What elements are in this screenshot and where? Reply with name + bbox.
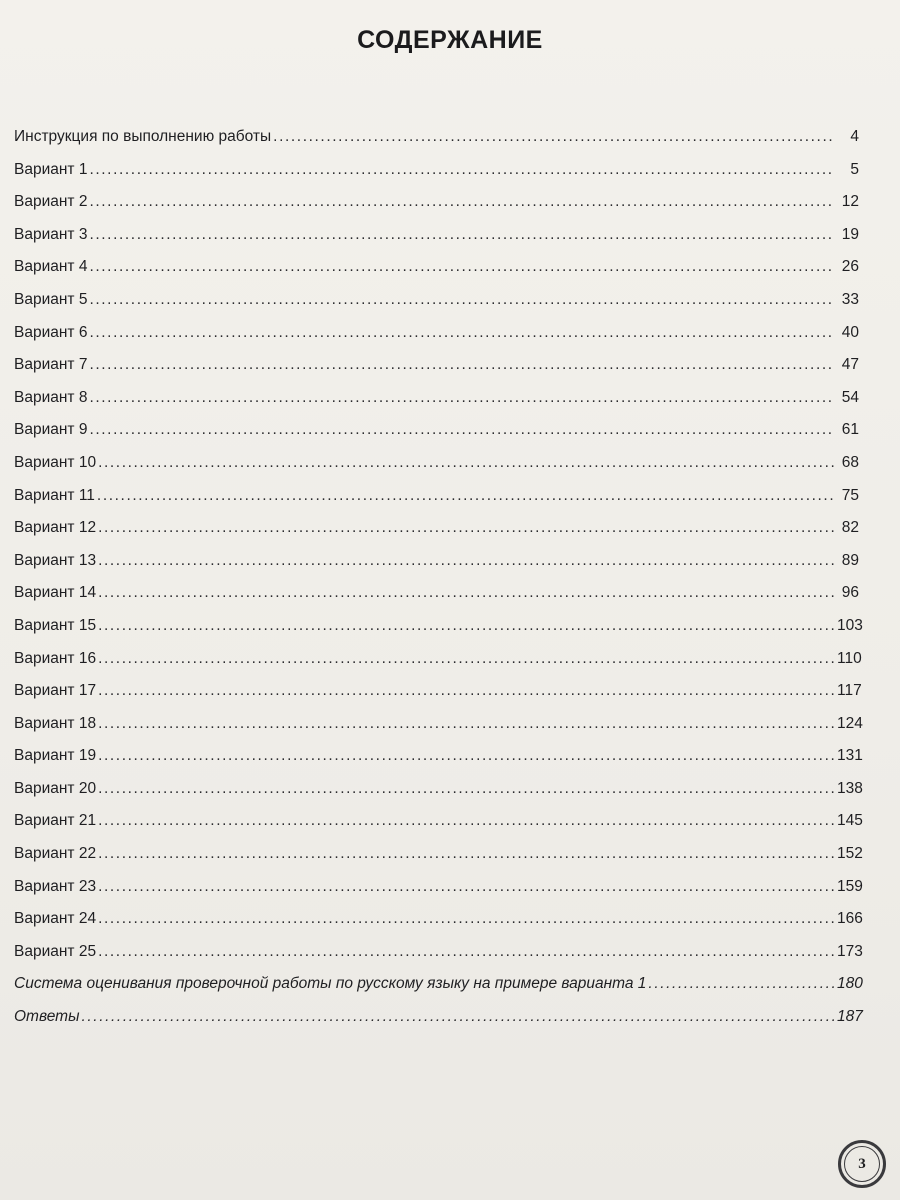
toc-entry-page: 4 [850,128,859,145]
toc-entry[interactable] [14,1008,863,1041]
toc-entry-label: Вариант 24 [14,910,97,928]
toc-entry-label: Ответы [14,1008,80,1026]
toc-leader-dots [98,943,835,961]
toc-entry-label: Вариант 14 [14,584,97,602]
toc-entry-page: 159 [837,877,863,895]
toc-entry-page: 19 [841,225,859,243]
page-title: СОДЕРЖАНИЕ [357,26,543,54]
toc-leader-dots [98,910,835,928]
toc-leader-dots [98,845,835,863]
toc-entry-page: 47 [841,356,859,374]
toc-entry[interactable] [14,193,859,226]
toc-entry[interactable] [14,324,859,357]
toc-leader-dots [98,552,835,570]
toc-leader-dots [89,161,835,179]
toc-entry-label: Вариант 1 [14,160,88,178]
toc-leader-dots [81,1008,835,1026]
toc-leader-dots [89,193,835,211]
toc-entry[interactable] [14,389,859,422]
toc-leader-dots [89,356,835,374]
toc-entry[interactable] [14,291,859,324]
toc-leader-dots [98,682,835,700]
toc-entry[interactable] [14,161,859,194]
toc-entry-label: Вариант 17 [14,682,97,700]
toc-entry-page: 12 [841,193,859,211]
toc-leader-dots [98,454,835,472]
toc-entry-page: 173 [837,942,863,960]
toc-entry[interactable] [14,616,863,650]
toc-entry-label: Вариант 8 [14,388,88,406]
toc-leader-dots [89,291,835,309]
toc-leader-dots [98,878,835,896]
toc-entry-page: 180 [837,975,863,993]
toc-entry-label: Вариант 2 [14,193,88,211]
toc-entry[interactable] [14,975,863,1008]
toc-entry[interactable] [14,421,859,454]
toc-entry-page: 110 [837,649,862,667]
toc-entry-page: 96 [841,584,859,602]
toc-leader-dots [89,389,835,407]
toc-entry-page: 26 [841,258,859,276]
toc-entry[interactable] [14,356,859,389]
toc-entry-label: Вариант 20 [14,779,97,797]
table-of-contents [14,128,863,1041]
toc-entry-page: 61 [841,421,859,439]
toc-leader-dots [97,487,835,505]
toc-entry-page: 89 [841,551,859,569]
toc-entry[interactable] [14,812,863,845]
toc-entry-label: Вариант 7 [14,356,88,374]
toc-entry[interactable] [14,552,859,585]
toc-entry[interactable] [14,258,859,291]
toc-entry[interactable] [14,454,859,487]
toc-entry[interactable] [14,519,859,552]
toc-entry-label: Вариант 21 [14,812,97,830]
toc-entry-page: 68 [841,453,859,471]
toc-leader-dots [98,812,835,830]
toc-entry-label: Вариант 6 [14,323,88,341]
toc-entry[interactable] [14,226,859,259]
toc-entry-label: Вариант 18 [14,714,97,732]
toc-entry-page: 152 [837,845,863,863]
toc-entry-label: Система оценивания проверочной работы по русскому языку на примере варианта 1 [14,975,647,993]
toc-entry-page: 117 [837,682,862,700]
toc-entry-page: 33 [841,290,859,308]
toc-leader-dots [98,584,835,602]
toc-entry-page: 5 [850,160,859,178]
toc-leader-dots [98,650,835,668]
toc-entry[interactable] [14,649,862,683]
toc-entry-page: 82 [841,519,859,537]
toc-entry-page: 103 [837,616,863,634]
toc-entry[interactable] [14,779,863,813]
toc-entry-label: Вариант 12 [14,519,97,537]
toc-leader-dots [89,258,835,276]
toc-entry[interactable] [14,747,863,780]
toc-leader-dots [89,226,835,244]
toc-leader-dots [98,780,835,798]
toc-leader-dots [648,975,835,993]
toc-entry-label: Вариант 13 [14,551,97,569]
toc-entry[interactable] [14,128,859,161]
toc-entry-label: Инструкция по выполнению работы [14,128,272,145]
toc-entry-page: 187 [837,1008,863,1026]
toc-entry-page: 54 [841,388,859,406]
toc-entry-label: Вариант 10 [14,453,97,471]
toc-entry-label: Вариант 16 [14,649,97,667]
toc-entry[interactable] [14,584,859,617]
toc-entry[interactable] [14,714,863,748]
toc-leader-dots [98,617,835,635]
toc-leader-dots [98,715,835,733]
toc-entry-label: Вариант 5 [14,290,88,308]
toc-entry-label: Вариант 25 [14,942,97,960]
toc-entry-label: Вариант 3 [14,225,88,243]
toc-entry[interactable] [14,942,863,976]
toc-entry-label: Вариант 4 [14,258,88,276]
toc-entry-label: Вариант 19 [14,747,97,765]
toc-entry-label: Вариант 9 [14,421,88,439]
page-number-badge [838,1140,886,1188]
toc-entry-page: 138 [837,779,863,797]
toc-entry-label: Вариант 15 [14,616,97,634]
toc-entry-page: 124 [837,714,863,732]
toc-leader-dots [98,747,835,765]
toc-leader-dots [89,324,835,342]
toc-entry-label: Вариант 22 [14,845,97,863]
toc-entry-page: 75 [841,486,859,504]
toc-entry-page: 40 [841,323,859,341]
toc-entry-label: Вариант 11 [14,486,95,504]
toc-entry[interactable] [14,682,862,715]
toc-entry-label: Вариант 23 [14,877,97,895]
page-number: 3 [844,1146,880,1182]
toc-entry-page: 166 [837,910,863,928]
toc-entry-page: 131 [837,747,863,765]
toc-entry[interactable] [14,910,863,943]
toc-entry[interactable] [14,877,863,911]
toc-leader-dots [98,519,835,537]
toc-entry-page: 145 [837,812,863,830]
toc-leader-dots [273,128,835,146]
toc-entry[interactable] [14,487,859,520]
toc-entry[interactable] [14,845,863,878]
toc-leader-dots [89,421,835,439]
